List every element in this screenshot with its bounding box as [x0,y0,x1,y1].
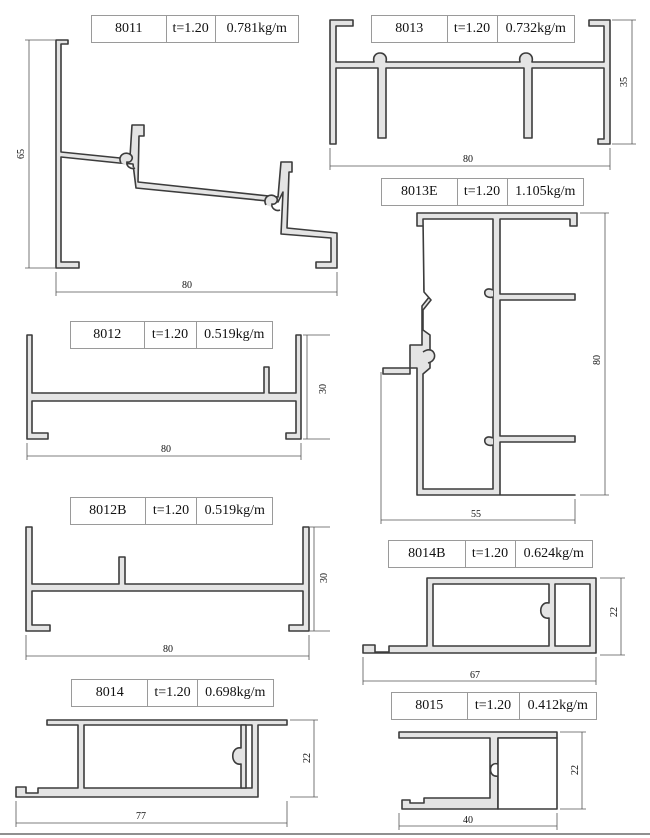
section-drawing-8011 [16,40,337,296]
dim-label-height: 80 [592,355,603,365]
profile-thickness: t=1.20 [146,498,198,524]
section-drawing-8014 [16,720,318,827]
section-drawing-8013 [330,20,636,170]
profile-thickness: t=1.20 [458,179,508,205]
profile-thickness: t=1.20 [468,693,520,719]
profile-weight: 0.412kg/m [527,698,588,713]
section-drawing-8012 [27,335,330,460]
section-drawing-8013E [381,213,609,524]
profile-weight: 0.732kg/m [505,21,566,36]
profile-weight: 0.624kg/m [523,546,584,561]
dim-label-height: 22 [570,765,581,775]
profile-thickness: t=1.20 [148,680,197,706]
profile-thickness: t=1.20 [466,541,516,567]
dim-label-width: 80 [163,644,173,655]
section-drawing-8014B [363,578,625,685]
profile-weight: 1.105kg/m [515,184,576,199]
profile-thickness: t=1.20 [167,16,216,42]
profile-code: 8014B [389,541,466,567]
dim-label-height: 65 [16,149,27,159]
dim-label-height: 30 [319,573,330,583]
dim-label-width: 80 [161,444,171,455]
profile-code: 8012B [71,498,146,524]
profile-code: 8012 [71,322,145,348]
profile-weight: 0.698kg/m [205,685,266,700]
dim-label-width: 67 [470,670,480,681]
profile-thickness: t=1.20 [145,322,197,348]
profile-code: 8014 [72,680,148,706]
dim-label-height: 35 [619,77,630,87]
dim-label-height: 30 [318,384,329,394]
dim-label-height: 22 [302,753,313,763]
profile-code: 8013E [382,179,458,205]
profile-weight: 0.519kg/m [204,503,265,518]
dim-label-width: 40 [463,815,473,826]
profile-code: 8013 [372,16,448,42]
section-drawing-8012B [26,527,330,660]
profile-weight: 0.519kg/m [204,327,265,342]
profile-code: 8015 [392,693,468,719]
section-drawing-8015 [399,732,586,830]
dim-label-width: 77 [136,811,146,822]
profile-thickness: t=1.20 [448,16,498,42]
dim-label-height: 22 [609,607,620,617]
dim-label-width: 80 [182,280,192,291]
dim-label-width: 80 [463,154,473,165]
profile-code: 8011 [92,16,167,42]
dim-label-width: 55 [471,509,481,520]
profile-weight: 0.781kg/m [226,21,287,36]
